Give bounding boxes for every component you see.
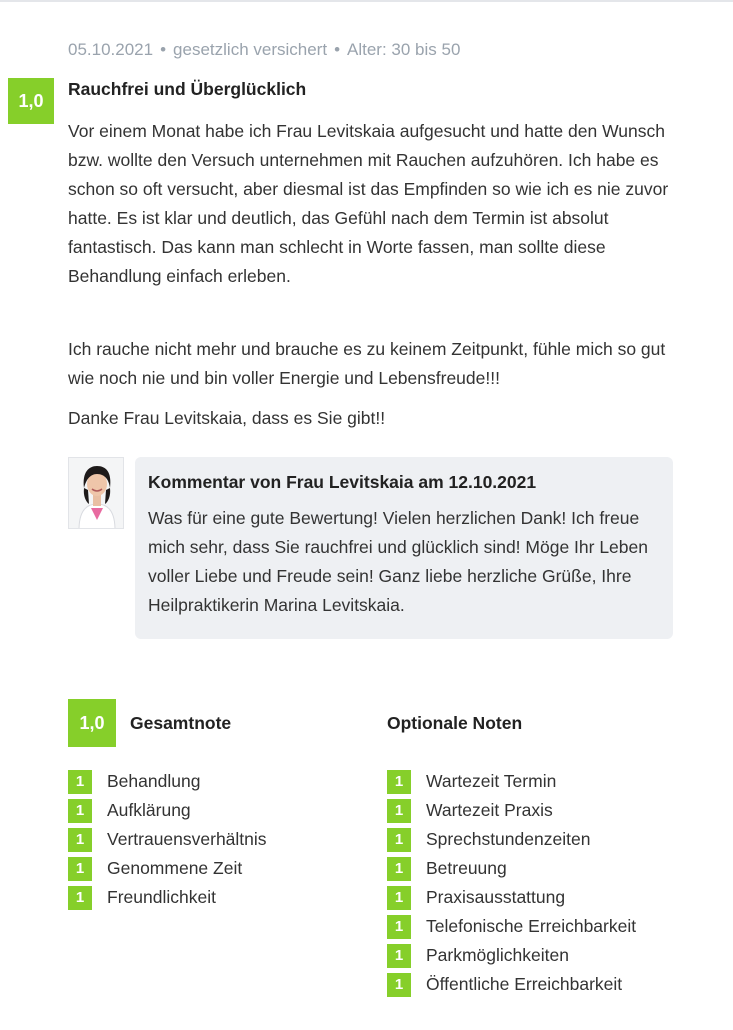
grade-item-genommene-zeit xyxy=(68,854,267,883)
grade-item-label: Betreuung xyxy=(426,858,507,878)
grade-item-vertrauensverhaeltnis xyxy=(68,825,267,854)
grade-badge: 1 xyxy=(387,886,411,910)
grade-badge: 1 xyxy=(387,770,411,794)
grade-item-wartezeit-praxis xyxy=(387,796,636,825)
review-date: 05.10.2021 xyxy=(68,40,154,59)
grade-badge: 1 xyxy=(68,886,92,910)
grade-item-label: Wartezeit Praxis xyxy=(426,800,553,820)
grade-item-label: Aufklärung xyxy=(107,800,191,820)
insurance-type: gesetzlich versichert xyxy=(173,40,328,59)
grade-badge: 1 xyxy=(387,828,411,852)
meta-separator: • xyxy=(334,40,341,59)
review-paragraph: Danke Frau Levitskaia, dass es Sie gibt!! xyxy=(68,408,386,428)
grade-badge: 1 xyxy=(68,828,92,852)
main-grades-list xyxy=(68,767,267,912)
grade-item-label: Freundlichkeit xyxy=(107,887,216,907)
grade-item-parkmoeglichkeiten xyxy=(387,941,636,970)
meta-separator: • xyxy=(160,40,167,59)
review-paragraph: Vor einem Monat habe ich Frau Levitskaia aufgesucht und hatte den Wunsch bzw. wollte den Versuch unternehmen mit Rauchen aufzuhören. Ich habe es schon so oft versucht, aber diesmal ist das Empfinden so wie ich es nie zuvor hatte. Es ist klar und deutlich, das Gefühl nach dem Termin ist absolut fantastisch. Das kann man schlecht in Worte fassen, man sollte diese Behandlung einfach erleben. xyxy=(68,121,669,286)
age-range: Alter: 30 bis 50 xyxy=(347,40,461,59)
doctor-portrait-image xyxy=(69,458,124,529)
comment-title: Kommentar von Frau Levitskaia am 12.10.2021 xyxy=(148,472,537,492)
grade-item-label: Genommene Zeit xyxy=(107,858,243,878)
grade-item-oeffentliche-erreichbarkeit xyxy=(387,970,636,999)
grade-item-behandlung xyxy=(68,767,267,796)
total-grade-badge: 1,0 xyxy=(68,699,116,747)
grade-item-praxisausstattung xyxy=(387,883,636,912)
grade-item-label: Telefonische Erreichbarkeit xyxy=(426,916,637,936)
review-meta xyxy=(68,40,460,60)
grade-item-aufklaerung xyxy=(68,796,267,825)
total-grade-label: Gesamtnote xyxy=(130,713,232,733)
grade-badge: 1 xyxy=(387,799,411,823)
grade-item-freundlichkeit xyxy=(68,883,267,912)
grade-badge: 1 xyxy=(387,915,411,939)
grade-item-label: Sprechstundenzeiten xyxy=(426,829,591,849)
grade-badge: 1 xyxy=(68,799,92,823)
grade-item-betreuung xyxy=(387,854,636,883)
grade-item-label: Wartezeit Termin xyxy=(426,771,557,791)
grade-badge: 1 xyxy=(387,944,411,968)
grade-badge: 1 xyxy=(387,973,411,997)
optional-grades-label: Optionale Noten xyxy=(387,713,523,733)
grade-badge: 1 xyxy=(68,770,92,794)
grade-item-label: Öffentliche Erreichbarkeit xyxy=(426,974,623,994)
review-title: Rauchfrei und Überglücklich xyxy=(68,79,307,99)
grade-badge: 1 xyxy=(387,857,411,881)
review-grade-badge: 1,0 xyxy=(8,78,54,124)
doctor-avatar xyxy=(68,457,124,529)
grade-badge: 1 xyxy=(68,857,92,881)
grade-item-wartezeit-termin xyxy=(387,767,636,796)
review-paragraph: Ich rauche nicht mehr und brauche es zu keinem Zeitpunkt, fühle mich so gut wie noch nie und bin voller Energie und Lebensfreude!!! xyxy=(68,339,666,388)
grade-item-telefonische-erreichbarkeit xyxy=(387,912,636,941)
grade-item-sprechstundenzeiten xyxy=(387,825,636,854)
comment-text: Was für eine gute Bewertung! Vielen herzlichen Dank! Ich freue mich sehr, dass Sie rauchfrei und glücklich sind! Möge Ihr Leben voller Liebe und Freude sein! Ganz liebe herzliche Grüße, Ihre Heilpraktikerin Marina Levitskaia. xyxy=(148,508,648,615)
grade-item-label: Vertrauensverhältnis xyxy=(107,829,267,849)
optional-grades-list xyxy=(387,767,636,999)
practitioner-comment xyxy=(135,457,673,639)
grade-item-label: Behandlung xyxy=(107,771,201,791)
grade-item-label: Praxisausstattung xyxy=(426,887,566,907)
grade-item-label: Parkmöglichkeiten xyxy=(426,945,569,965)
top-divider xyxy=(0,0,733,2)
